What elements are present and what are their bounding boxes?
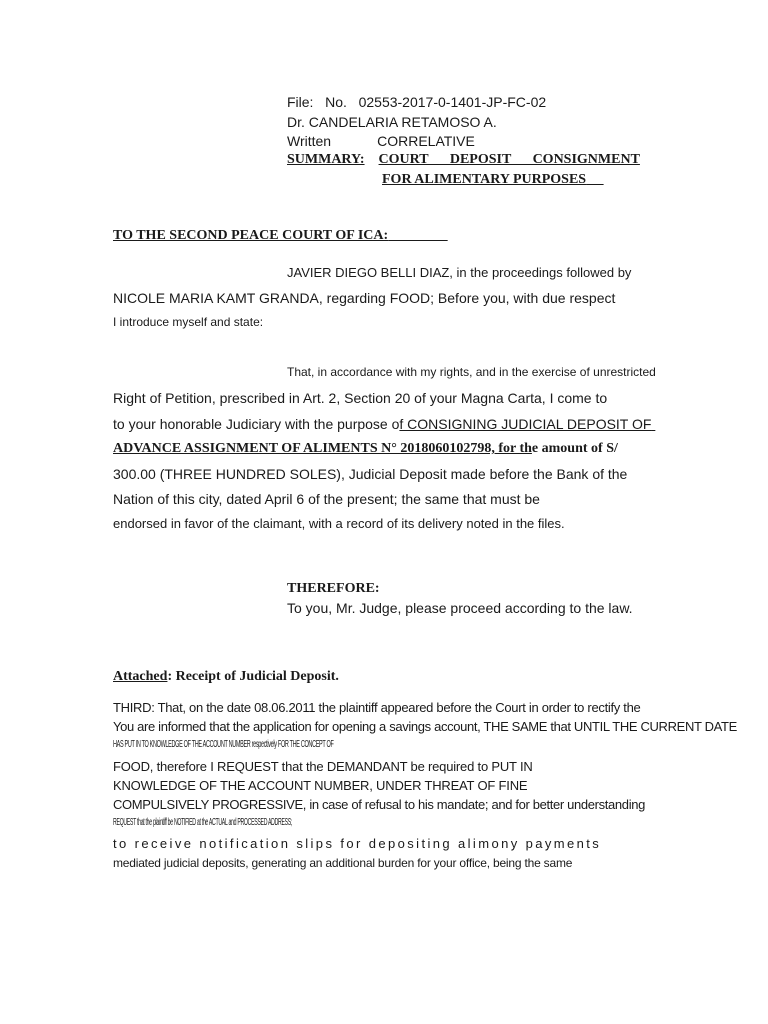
body-line-2: Right of Petition, prescribed in Art. 2, Section 20 of your Magna Carta, I come to [113, 390, 608, 406]
third-line-7-wrap [113, 818, 457, 828]
third-line-2: You are informed that the application for opening a savings account, THE SAME that UNTIL THE CURRENT DATE [113, 719, 737, 734]
body-line-6: Nation of this city, dated April 6 of the present; the same that must be [113, 491, 540, 507]
body-line-3a: to your honorable Judiciary with the purpose o [113, 416, 400, 432]
file-line [287, 95, 546, 109]
attached-line [113, 670, 339, 684]
body-line-5: 300.00 (THREE HUNDRED SOLES), Judicial Deposit made before the Bank of the [113, 466, 628, 482]
summary-text-1: COURT DEPOSIT CONSIGNMENT [378, 152, 640, 167]
body-line-7: endorsed in favor of the claimant, with a record of its delivery noted in the files. [113, 516, 565, 531]
body-line-3b: f CONSIGNING JUDICIAL DEPOSIT OF [399, 416, 652, 432]
body-line-1: That, in accordance with my rights, and in the exercise of unrestricted [287, 365, 656, 379]
third-line-5: KNOWLEDGE OF THE ACCOUNT NUMBER, UNDER THREAT OF FINE [113, 778, 528, 793]
written-line [287, 134, 475, 148]
file-label: File: [287, 94, 314, 110]
third-line-3: HAS PUT IN TO KNOWLEDGE OF THE ACCOUNT NUMBER respectively FOR THE CONCEPT OF [113, 739, 334, 750]
summary-text-2: FOR ALIMENTARY PURPOSES [382, 172, 587, 187]
third-line-1: THIRD: That, on the date 08.06.2011 the plaintiff appeared before the Court in order to rectify the [113, 700, 641, 715]
file-number: 02553-2017-0-1401-JP-FC-02 [358, 94, 547, 110]
addressee: TO THE SECOND PEACE COURT OF ICA: [113, 228, 389, 243]
third-line-4: FOOD, therefore I REQUEST that the DEMANDANT be required to PUT IN [113, 759, 533, 774]
written-value: CORRELATIVE [377, 133, 475, 149]
intro-line-1: JAVIER DIEGO BELLI DIAZ, in the proceedings followed by [287, 265, 632, 280]
third-line-8: to receive notification slips for depositing alimony payments [113, 836, 602, 851]
summary-line [287, 153, 640, 167]
third-line-6: COMPULSIVELY PROGRESSIVE, in case of refusal to his mandate; and for better understanding [113, 797, 645, 812]
file-no-label: No. [325, 94, 347, 110]
doctor-line: Dr. CANDELARIA RETAMOSO A. [287, 114, 497, 130]
body-line-3 [113, 417, 655, 431]
intro-line-3: I introduce myself and state: [113, 315, 264, 329]
written-label: Written [287, 133, 332, 149]
attached-text: : Receipt of Judicial Deposit. [167, 669, 339, 684]
intro-line-2: NICOLE MARIA KAMT GRANDA, regarding FOOD; Before you, with due respect [113, 290, 616, 306]
attached-label: Attached [113, 669, 168, 684]
therefore-text: To you, Mr. Judge, please proceed according to the law. [287, 600, 633, 616]
body-line-4 [113, 442, 618, 456]
summary-label: SUMMARY: [287, 152, 365, 167]
therefore-label: THEREFORE: [287, 581, 380, 596]
third-line-9: mediated judicial deposits, generating an additional burden for your office, being the same [113, 856, 573, 870]
body-line-4b: e amount of S/ [531, 441, 618, 456]
third-line-3-wrap [113, 740, 514, 750]
body-line-4a: ADVANCE ASSIGNMENT OF ALIMENTS N° 2018060102798, for th [113, 441, 532, 456]
third-line-7: REQUEST that the plaintiff be NOTIFIED at the ACTUAL and PROCESSED ADDRESS; [113, 817, 293, 828]
